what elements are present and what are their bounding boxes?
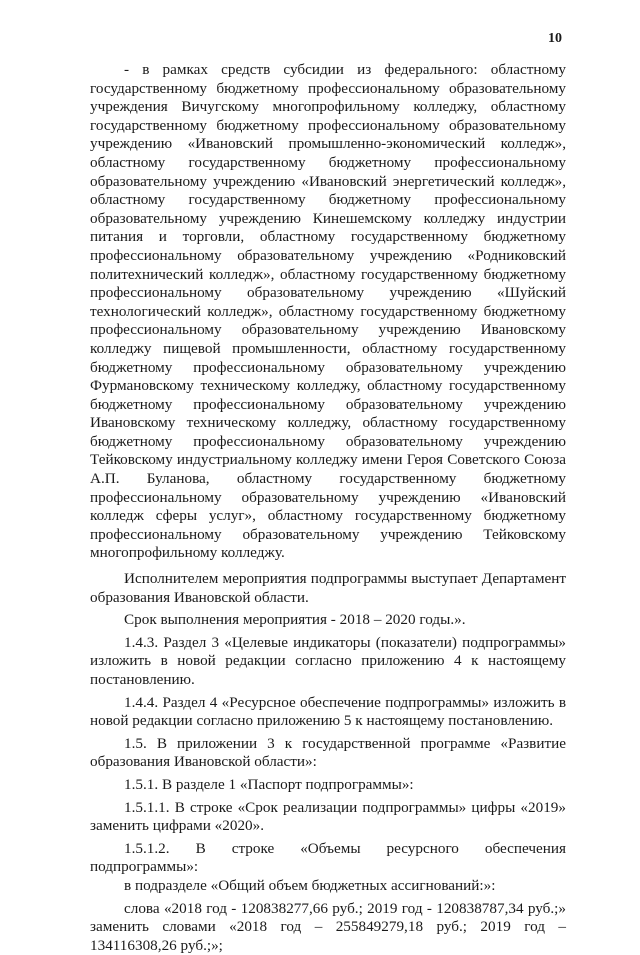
document-body <box>90 61 566 955</box>
paragraph-replace-words: слова «2018 год - 120838277,66 руб.; 2019 год - 120838787,34 руб.;» заменить словами «2018 год – 255849279,18 руб.; 2019 год – 134116308,26 руб.;»; <box>90 899 566 954</box>
paragraph-1-4-4: 1.4.4. Раздел 4 «Ресурсное обеспечение подпрограммы» изложить в новой редакции согласно приложению 5 к настоящему постановлению. <box>90 693 566 730</box>
paragraph-1-4-3: 1.4.3. Раздел 3 «Целевые индикаторы (показатели) подпрограммы» изложить в новой редакции согласно приложению 4 к настоящему постановлению. <box>90 633 566 688</box>
paragraph-subsidy-recipients: - в рамках средств субсидии из федерального: областному государственному бюджетному профессиональному образовательному учреждения Вичугскому многопрофильному колледжу, областному государственному бюджетному профессиональному образовательному учреждению «Ивановский промышленно-экономический колледж», областному государственному бюджетному профессиональному образовательному учреждению «Ивановский энергетический колледж», областному государственному бюджетному профессиональному образовательному учреждению Кинешемскому колледжу индустрии питания и торговли, областному государственному бюджетному профессиональному образовательному учреждению «Родниковский политехнический колледж», областному государственному бюджетному профессиональному образовательному учреждению «Шуйский технологический колледж», областному государственному бюджетному профессиональному образовательному учреждению Ивановскому колледжу пищевой промышленности, областному государственному бюджетному профессиональному образовательному учреждению Фурмановскому техническому колледжу, областному государственному бюджетному профессиональному образовательному учреждению Ивановскому техническому колледжу, областному государственному бюджетному профессиональному образовательному учреждению Тейковскому индустриальному колледжу имени Героя Советского Союза А.П. Буланова, областному государственному бюджетному профессиональному образовательному учреждению «Ивановский колледж сферы услуг», областному государственному бюджетному профессиональному образовательному учреждению Тейковскому многопрофильному колледжу. <box>90 61 566 562</box>
paragraph-1-5-1-1: 1.5.1.1. В строке «Срок реализации подпрограммы» цифры «2019» заменить цифрами «2020». <box>90 798 566 835</box>
page-number: 10 <box>548 31 562 46</box>
paragraph-1-5-1-2: 1.5.1.2. В строке «Объемы ресурсного обеспечения подпрограммы»: <box>90 839 566 876</box>
paragraph-term: Срок выполнения мероприятия - 2018 – 2020 годы.». <box>124 611 466 629</box>
paragraph-subsection: в подразделе «Общий объем бюджетных ассигнований:»: <box>124 876 496 894</box>
paragraph-1-5: 1.5. В приложении 3 к государственной программе «Развитие образования Ивановской области»: <box>90 734 566 771</box>
paragraph-1-5-1: 1.5.1. В разделе 1 «Паспорт подпрограммы»: <box>124 775 414 793</box>
paragraph-executor: Исполнителем мероприятия подпрограммы выступает Департамент образования Ивановской области. <box>90 570 566 606</box>
